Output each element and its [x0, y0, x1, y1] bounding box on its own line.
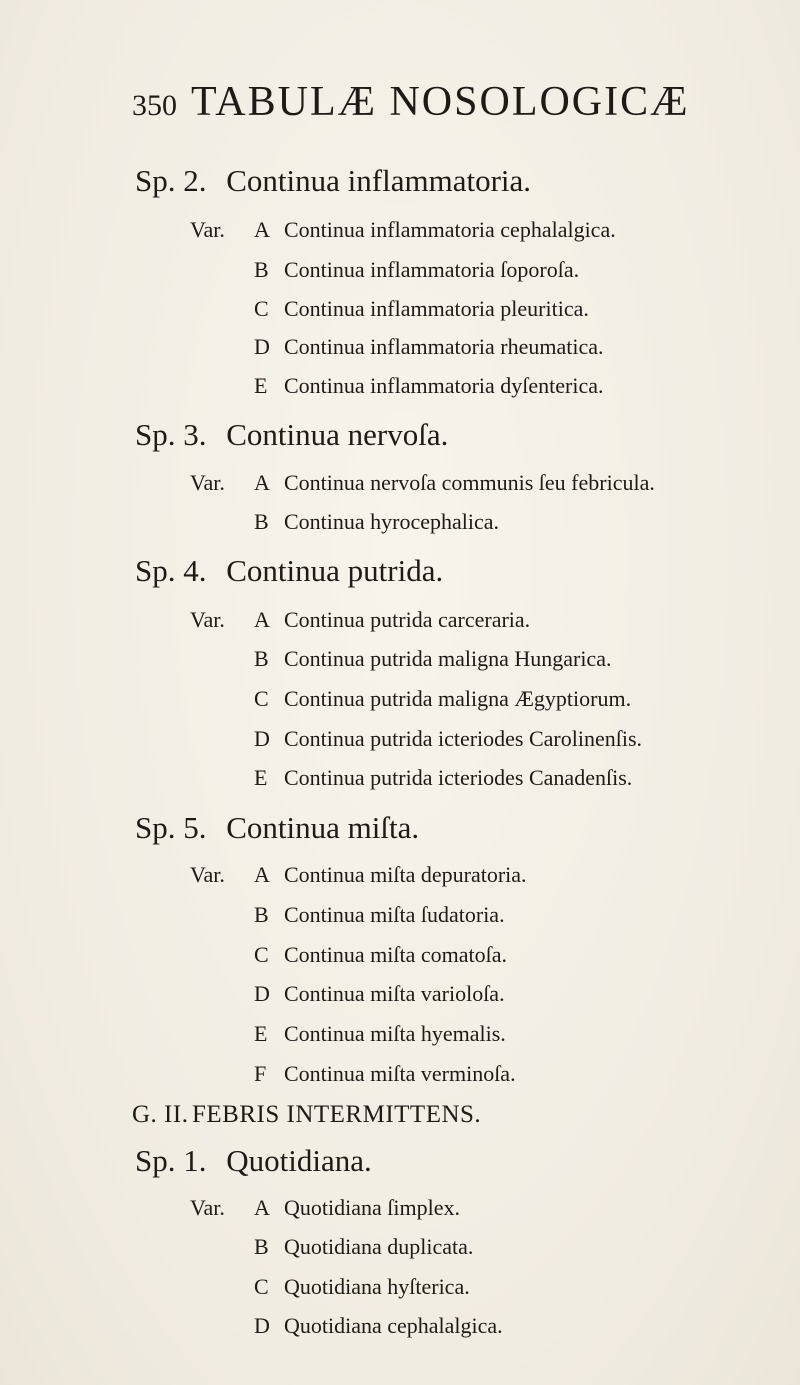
species-title: Quotidiana. — [226, 1143, 372, 1178]
variety-letter: D — [254, 726, 270, 751]
variety-text: Quotidiana ſimplex. — [284, 1195, 460, 1220]
species-heading — [135, 161, 531, 201]
variety-text: Continua putrida maligna Hungarica. — [284, 646, 612, 671]
species-number: 1. — [183, 1143, 207, 1178]
variety-letter: F — [254, 1061, 267, 1086]
variety-text: Continua miſta ſudatoria. — [284, 902, 505, 927]
species-number: 5. — [183, 810, 207, 845]
variety-text: Continua inflammatoria pleuritica. — [284, 296, 589, 321]
running-head: TABULÆ NOSOLOGICÆ — [191, 79, 690, 125]
variety-letter: B — [254, 646, 269, 671]
variety-letter: C — [254, 296, 269, 321]
variety-letter: C — [254, 1274, 269, 1299]
variety-letter: E — [254, 1021, 268, 1046]
variety-text: Continua miſta verminoſa. — [284, 1061, 516, 1086]
variety-line — [254, 939, 507, 971]
species-label: Sp. — [135, 163, 176, 198]
variety-text: Continua putrida icteriodes Canadenſis. — [284, 765, 633, 790]
variety-label: Var. — [190, 217, 225, 242]
variety-line — [254, 1310, 503, 1342]
variety-line — [190, 859, 527, 891]
variety-text: Continua inflammatoria ſoporoſa. — [284, 257, 580, 282]
species-heading — [135, 808, 419, 848]
variety-text: Continua putrida maligna Ægyptiorum. — [284, 686, 632, 711]
variety-letter: B — [254, 257, 269, 282]
species-title: Continua putrida. — [226, 553, 444, 588]
species-label: Sp. — [135, 1143, 176, 1178]
variety-label: Var. — [190, 470, 225, 495]
variety-label: Var. — [190, 607, 225, 632]
variety-text: Quotidiana duplicata. — [284, 1234, 474, 1259]
variety-letter: E — [254, 373, 268, 398]
variety-letter: A — [254, 217, 270, 242]
variety-line — [190, 604, 530, 636]
genus-label: G. II. — [132, 1101, 189, 1128]
variety-text: Continua miſta hyemalis. — [284, 1021, 506, 1046]
variety-line — [254, 1018, 506, 1050]
variety-line — [254, 643, 611, 675]
variety-text: Quotidiana hyſterica. — [284, 1274, 470, 1299]
variety-letter: A — [254, 1195, 270, 1220]
variety-text: Continua miſta comatoſa. — [284, 942, 508, 967]
variety-text: Quotidiana cephalalgica. — [284, 1313, 503, 1338]
page-header — [132, 78, 689, 126]
variety-letter: A — [254, 607, 270, 632]
variety-text: Continua nervoſa communis ſeu febricula. — [284, 470, 655, 495]
variety-text: Continua putrida icteriodes Carolinenſis. — [284, 726, 643, 751]
variety-line — [254, 978, 505, 1010]
species-number: 2. — [183, 163, 207, 198]
species-heading — [135, 415, 448, 455]
variety-line — [254, 506, 499, 538]
variety-text: Continua hyrocephalica. — [284, 509, 500, 534]
variety-line — [254, 1058, 516, 1090]
species-number: 4. — [183, 553, 207, 588]
variety-line — [190, 1192, 460, 1224]
variety-letter: B — [254, 1234, 269, 1259]
page-number: 350 — [132, 89, 177, 122]
variety-letter: A — [254, 470, 270, 495]
species-title: Continua inflammatoria. — [226, 163, 532, 198]
variety-letter: C — [254, 942, 269, 967]
species-label: Sp. — [135, 810, 176, 845]
variety-label: Var. — [190, 1195, 225, 1220]
variety-label: Var. — [190, 862, 225, 887]
variety-letter: E — [254, 765, 268, 790]
variety-line — [254, 683, 631, 715]
species-label: Sp. — [135, 417, 176, 452]
variety-text: Continua miſta varioloſa. — [284, 981, 505, 1006]
variety-line — [254, 723, 642, 755]
species-label: Sp. — [135, 553, 176, 588]
variety-text: Continua inflammatoria dyſenterica. — [284, 373, 604, 398]
variety-letter: D — [254, 1313, 270, 1338]
variety-line — [254, 331, 604, 363]
variety-letter: B — [254, 509, 269, 534]
variety-line — [254, 899, 505, 931]
variety-line — [254, 762, 632, 794]
species-title: Continua miſta. — [226, 810, 420, 845]
variety-text: Continua miſta depuratoria. — [284, 862, 527, 887]
variety-line — [190, 214, 616, 246]
variety-line — [254, 1231, 473, 1263]
species-heading — [135, 551, 443, 591]
variety-text: Continua putrida carceraria. — [284, 607, 531, 632]
genus-title: FEBRIS INTERMITTENS. — [192, 1101, 482, 1128]
variety-line — [254, 1271, 470, 1303]
variety-letter: A — [254, 862, 270, 887]
variety-letter: D — [254, 981, 270, 1006]
variety-line — [254, 254, 579, 286]
variety-line — [190, 467, 655, 499]
variety-text: Continua inflammatoria cephalalgica. — [284, 217, 616, 242]
variety-text: Continua inflammatoria rheumatica. — [284, 334, 604, 359]
variety-letter: C — [254, 686, 269, 711]
species-number: 3. — [183, 417, 207, 452]
species-title: Continua nervoſa. — [226, 417, 449, 452]
variety-letter: B — [254, 902, 269, 927]
variety-line — [254, 293, 589, 325]
genus-heading — [132, 1098, 481, 1132]
species-heading — [135, 1141, 372, 1181]
variety-line — [254, 370, 604, 402]
variety-letter: D — [254, 334, 270, 359]
